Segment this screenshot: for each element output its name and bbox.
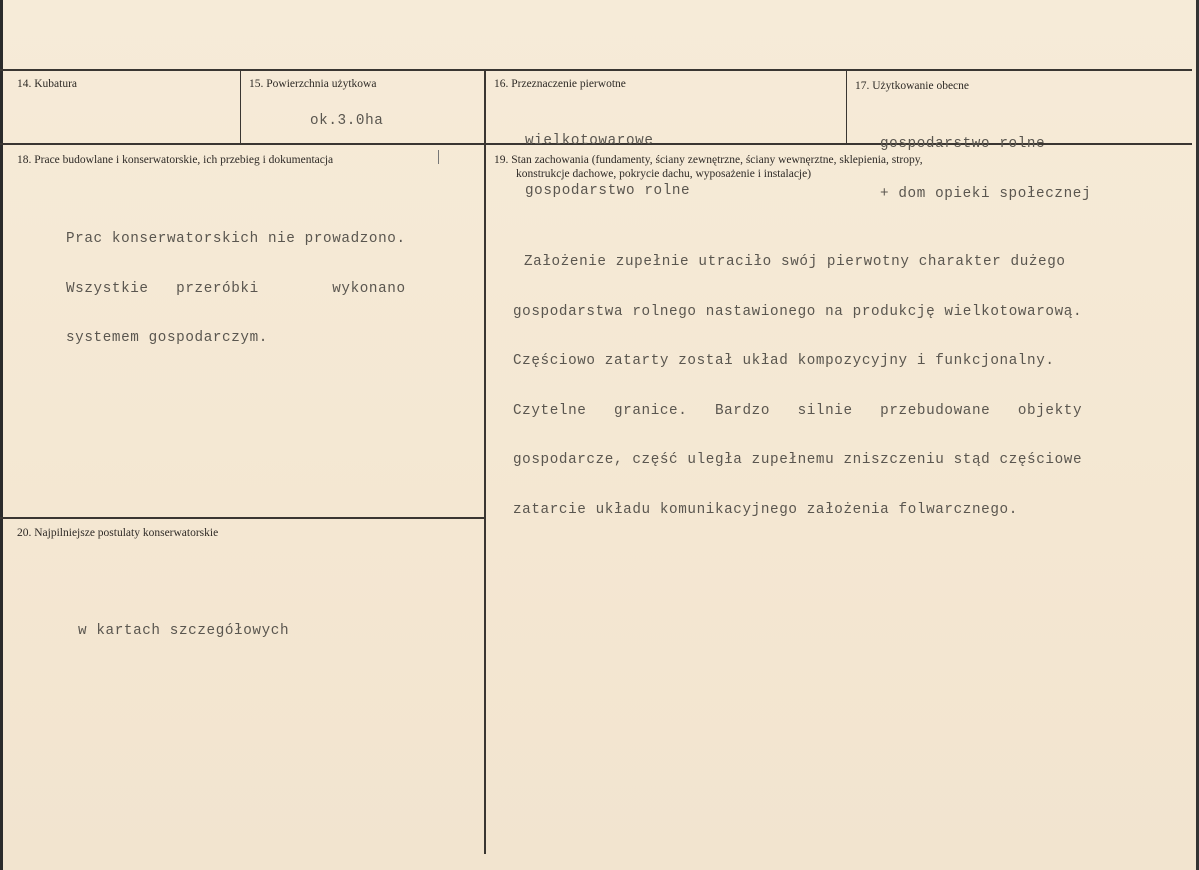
field-19-label [494, 153, 923, 181]
divider-15-16 [484, 69, 486, 854]
field-19-value-line-6: zatarcie układu komunikacyjnego założenia folwarcznego. [513, 501, 1018, 518]
field-15-label: 15. Powierzchnia użytkowa [249, 78, 377, 90]
field-17-value-line-2: + dom opieki społecznej [880, 185, 1092, 202]
field-20-value: w kartach szczegółowych [78, 623, 290, 639]
card-left-edge [0, 0, 3, 870]
field-19-label-line-2: konstrukcje dachowe, pokrycie dachu, wyposażenie i instalacje) [516, 168, 812, 180]
field-19-value-line-2: gospodarstwa rolnego nastawionego na produkcję wielkotowarową. [513, 303, 1083, 320]
field-19-value-line-3: Częściowo zatarty został układ kompozycyjny i funkcjonalny. [513, 353, 1055, 369]
field-18-value-line-1: Prac konserwatorskich nie prowadzono. [66, 231, 406, 247]
field-16-value-line-2: gospodarstwo rolne [525, 182, 691, 199]
field-14-label: 14. Kubatura [17, 78, 78, 90]
field-18-label: 18. Prace budowlane i konserwatorskie, ich przebieg i dokumentacja [17, 154, 334, 166]
field-20-label: 20. Najpilniejsze postulaty konserwatorskie [17, 527, 219, 539]
divider-14-15 [240, 69, 241, 145]
divider-mark [438, 150, 439, 164]
field-18-value-line-2: Wszystkie przeróbki wykonano [66, 280, 406, 297]
field-15-value: ok.3.0ha [310, 113, 384, 129]
field-17-label: 17. Użytkowanie obecne [855, 80, 970, 92]
field-19-value-line-1: Założenie zupełnie utraciło swój pierwotny charakter dużego [524, 254, 1066, 270]
field-18-value [66, 198, 406, 380]
field-19-value-line-5: gospodarcze, część uległa zupełnemu zniszczeniu stąd częściowe [513, 452, 1083, 468]
field-16-label: 16. Przeznaczenie pierwotne [494, 78, 626, 90]
field-19-label-line-1: 19. Stan zachowania (fundamenty, ściany zewnętrzne, ściany wewnęrztne, sklepienia, stropy, [494, 154, 923, 166]
field-17-value-line-1: gospodarstwo rolne [880, 136, 1046, 152]
field-16-value-line-1: wielkotowarowe [525, 133, 654, 149]
divider-16-17 [846, 69, 847, 145]
field-19-value [513, 221, 1082, 551]
field-18-value-line-3: systemem gospodarczym. [66, 330, 268, 346]
field-19-value-line-4: Czytelne granice. Bardzo silnie przebudowane objekty [513, 402, 1083, 419]
field20-top-rule [0, 517, 486, 519]
top-rule [0, 69, 1192, 71]
field-14-value [66, 113, 236, 143]
